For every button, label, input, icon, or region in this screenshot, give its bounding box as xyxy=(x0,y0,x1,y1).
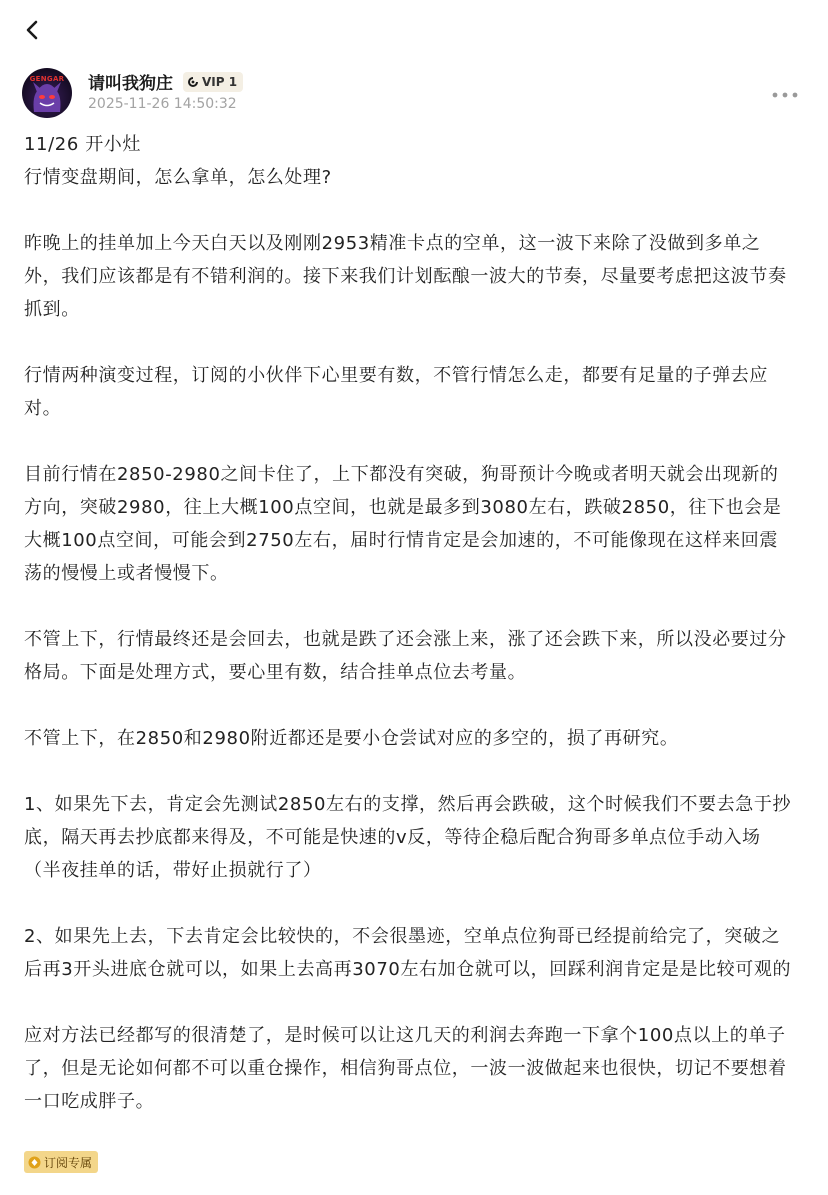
chevron-left-icon xyxy=(24,19,40,45)
vip-label: VIP 1 xyxy=(202,74,238,89)
post-paragraph: 昨晚上的挂单加上今天白天以及刚刚2953精准卡点的空单，这一波下来除了没做到多单之外，我们应该都是有不错利润的。接下来我们计划酝酿一波大的节奏，尽量要考虑把这波节奏抓到。 xyxy=(24,233,787,320)
post-header xyxy=(22,68,806,118)
diamond-icon xyxy=(28,1156,41,1169)
post-body xyxy=(24,128,794,1151)
post-timestamp: 2025-11-26 14:50:32 xyxy=(88,96,237,112)
post-paragraph: 不管上下，在2850和2980附近都还是要小仓尝试对应的多空的，损了再研究。 xyxy=(24,728,679,749)
avatar-logo-text: GENGAR xyxy=(29,75,65,83)
more-dots-icon xyxy=(772,83,798,102)
post-paragraph: 1、如果先下去，肯定会先测试2850左右的支撑，然后再会跌破，这个时候我们不要去急于抄底，隔天再去抄底都来得及，不可能是快速的v反，等待企稳后配合狗哥多单点位手动入场（半夜挂单的话，带好止损就行了） xyxy=(24,794,792,881)
subscription-tag[interactable] xyxy=(24,1151,98,1173)
vip-ring-icon xyxy=(187,76,199,88)
top-bar xyxy=(0,0,828,60)
post-paragraph: 应对方法已经都写的很清楚了，是时候可以让这几天的利润去奔跑一下拿个100点以上的单子了，但是无论如何都不可以重仓操作，相信狗哥点位，一波一波做起来也很快，切记不要想着一口吃成胖子。 xyxy=(24,1025,787,1112)
vip-badge xyxy=(183,72,243,92)
author-name[interactable]: 请叫我狗庄 xyxy=(88,74,173,94)
subscription-tag-label: 订阅专属 xyxy=(44,1155,93,1170)
author-row xyxy=(88,69,243,94)
more-options-button[interactable] xyxy=(768,78,802,106)
post-paragraph: 2、如果先上去，下去肯定会比较快的，不会很墨迹，空单点位狗哥已经提前给完了，突破之后再3开头进底仓就可以，如果上去高再3070左右加仓就可以，回踩利润肯定是是比较可观的 xyxy=(24,926,792,980)
post-title-line: 11/26 开小灶 xyxy=(24,134,141,155)
post-subtitle-line: 行情变盘期间，怎么拿单，怎么处理? xyxy=(24,167,332,188)
post-paragraph: 目前行情在2850-2980之间卡住了，上下都没有突破，狗哥预计今晚或者明天就会出现新的方向，突破2980，往上大概100点空间，也就是最多到3080左右，跌破2850，往下也会是大概100点空间，可能会到2750左右，届时行情肯定是会加速的，不可能像现在这样来回震荡的慢慢上或者慢慢下。 xyxy=(24,464,782,584)
back-button[interactable] xyxy=(14,14,50,50)
post-paragraph: 行情两种演变过程，订阅的小伙伴下心里要有数，不管行情怎么走，都要有足量的子弹去应对。 xyxy=(24,365,768,419)
avatar[interactable] xyxy=(22,68,72,118)
post-paragraph: 不管上下，行情最终还是会回去，也就是跌了还会涨上来，涨了还会跌下来，所以没必要过分格局。下面是处理方式，要心里有数，结合挂单点位去考量。 xyxy=(24,629,787,683)
